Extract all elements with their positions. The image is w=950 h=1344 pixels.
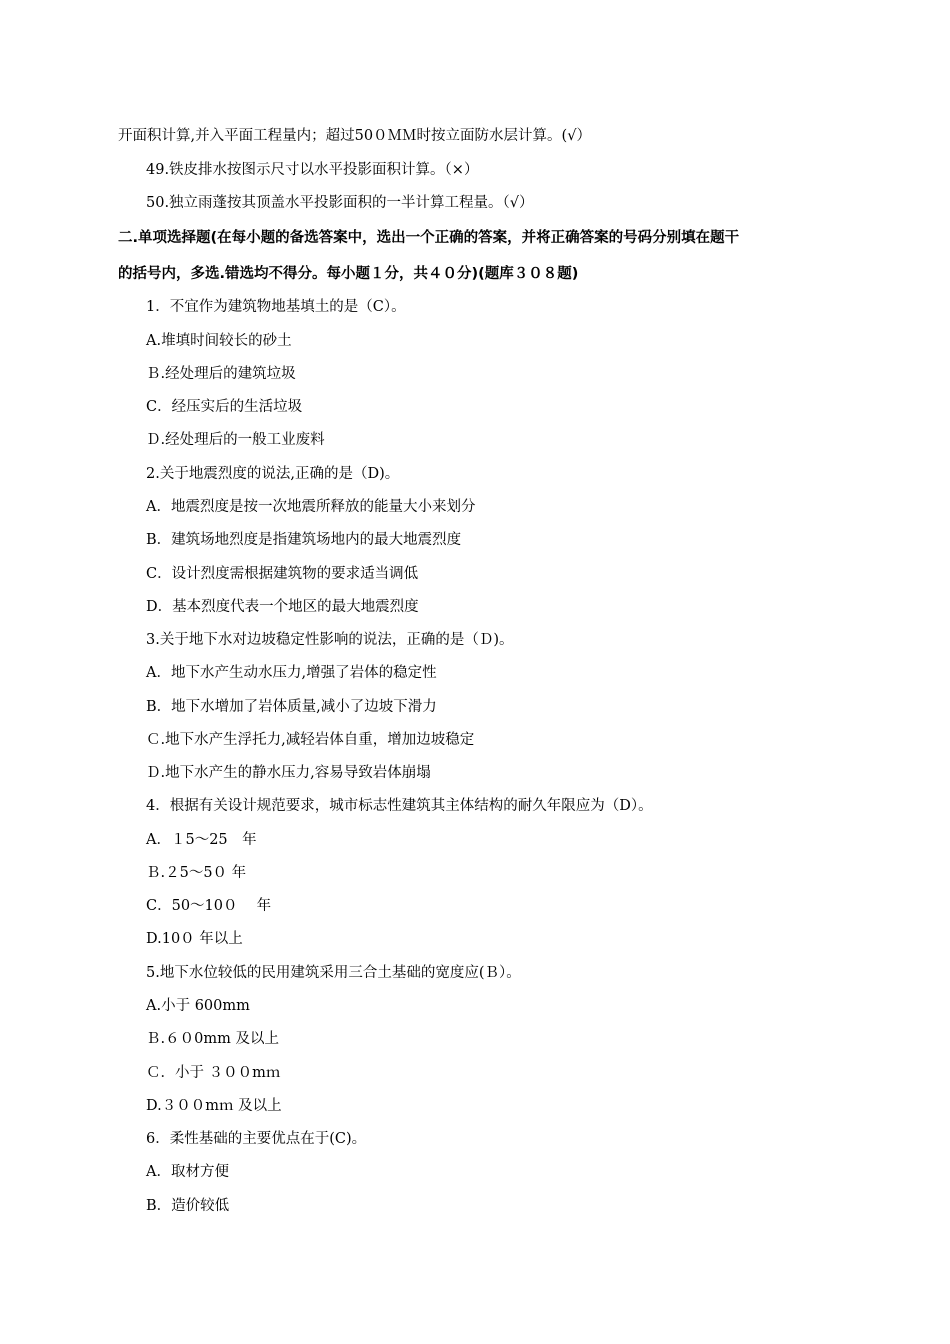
question-49: 49.铁皮排水按图示尺寸以水平投影面积计算。（×）	[146, 162, 479, 178]
option-a: A．地下水产生动水压力,增强了岩体的稳定性	[146, 665, 437, 681]
option-d: D．基本烈度代表一个地区的最大地震烈度	[146, 599, 419, 615]
option-b: Ｂ.２5～5０ 年	[146, 865, 247, 881]
section-heading: 二.单项选择题(在每小题的备选答案中，选出一个正确的答案，并将正确答案的号码分别填在题干	[118, 230, 740, 246]
option-c: Ｃ．小于 ３００mｍ	[146, 1065, 281, 1081]
question-6: 6．柔性基础的主要优点在于(C)。	[146, 1131, 367, 1147]
question-2: 2.关于地震烈度的说法,正确的是（D)。	[146, 466, 400, 482]
question-3: 3.关于地下水对边坡稳定性影响的说法，正确的是（Ｄ)。	[146, 632, 514, 648]
option-b: B．造价较低	[146, 1198, 230, 1214]
option-c: C．设计烈度需根据建筑物的要求适当调低	[146, 566, 419, 582]
option-c: C．经压实后的生活垃圾	[146, 399, 303, 415]
option-c: C．50～10０ 年	[146, 898, 272, 914]
option-b: B．建筑场地烈度是指建筑场地内的最大地震烈度	[146, 532, 462, 548]
option-d: Ｄ.地下水产生的静水压力,容易导致岩体崩塌	[146, 765, 431, 781]
option-a: A．取材方便	[146, 1164, 229, 1180]
option-b: Ｂ.６０0mm 及以上	[146, 1031, 279, 1047]
option-a: A．地震烈度是按一次地震所释放的能量大小来划分	[146, 499, 476, 515]
section-heading-continued: 的括号内，多选.错选均不得分。每小题１分，共４０分)(题库３０８题)	[118, 266, 579, 282]
option-b: Ｂ.经处理后的建筑垃圾	[146, 366, 296, 382]
question-4: 4．根据有关设计规范要求，城市标志性建筑其主体结构的耐久年限应为（D）。	[146, 798, 653, 814]
option-a: A．１5～25 年	[146, 832, 257, 848]
option-d: D.３００mｍ 及以上	[146, 1098, 282, 1114]
text-line-1: 开面积计算,并入平面工程量内；超过50０ＭＭ时按立面防水层计算。(√）	[118, 128, 591, 144]
option-c: Ｃ.地下水产生浮托力,减轻岩体自重，增加边坡稳定	[146, 732, 475, 748]
question-50: 50.独立雨蓬按其顶盖水平投影面积的一半计算工程量。（√）	[146, 195, 534, 211]
question-5: 5.地下水位较低的民用建筑采用三合土基础的宽度应(Ｂ）。	[146, 965, 521, 981]
question-1: 1．不宜作为建筑物地基填土的是（C）。	[146, 299, 406, 315]
option-d: Ｄ.经处理后的一般工业废料	[146, 432, 325, 448]
option-d: D.10０ 年以上	[146, 931, 243, 947]
option-a: A.堆填时间较长的砂土	[146, 333, 292, 349]
option-b: B．地下水增加了岩体质量,减小了边坡下滑力	[146, 699, 437, 715]
option-a: A.小于 600mm	[146, 998, 250, 1014]
